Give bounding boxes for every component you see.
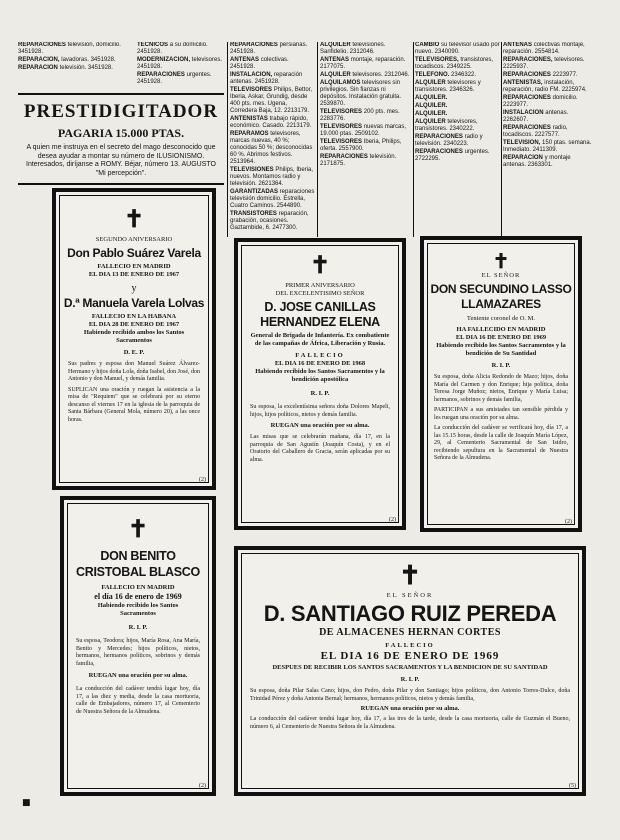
page-mark-icon: ■	[22, 798, 31, 808]
family-text: Su esposa, la excelentísima señora doña Dolores Mapeli, hijos, hijos políticos, nietos y demás familia.	[250, 404, 390, 418]
classified-item: REPARAMOS televisores, marcas nuevas, 40 %; conocidas 50 %; desconocidas 60 %. Abrimos festivos. 2513964.	[230, 131, 313, 165]
conjunction: y	[131, 283, 137, 294]
classified-item: TELEVISORES 200 pts. mes. 2283776.	[320, 109, 400, 122]
death-date-2: EL DIA 28 DE ENERO DE 1967	[88, 321, 180, 328]
classified-item: TELEVISORES, transistores, tocadiscos. 2349225.	[415, 57, 494, 70]
classified-item: TRANSISTORES reparación, grabación, ocasiones. Gaztambide, 6. 2477300.	[230, 211, 309, 231]
classified-item: ALQUILER televisores. 2312046.	[320, 72, 410, 78]
classified-col-1	[18, 42, 130, 88]
family-text: Su esposa, Teodora; hijos, María Rosa, Ana María, Benito y Mercedes; hijos políticos, nietos, hermanos, hermanos políticos, sobrinos y demás familia,	[76, 638, 200, 667]
family-text: Su esposa, doña Pilar Salas Cano; hijos, don Pedro, doña Pilar y don Santiago; hijos políticos, don Antonio Torres-Dulce, doña Trinidad Pérez y doña Antonia Bernal; hermanos, hermanos políticos, nietos y demás familia,	[250, 688, 570, 702]
classified-item: REPARACIONES televisión, domicilio. 3451928.	[18, 42, 121, 55]
classified-item: ANTENAS colectivas montaje, reparación. 2554814.	[503, 42, 585, 55]
funeral-text: La conducción del cadáver se verificará hoy, día 17, a las 15.15 horas, desde la calle de Joaquín María López, 29, al Cementerio Sacramental de San Isidro, recibiendo sepultura en la Sacramental de Nuestra Señora de la Almudena.	[434, 425, 568, 461]
company-name: DE ALMACENES HERNAN CORTES	[319, 627, 501, 638]
ad-number: (2)	[199, 783, 206, 789]
obituary-ruiz-pereda	[234, 546, 586, 796]
sacraments-note: Habiendo recibido los Santos Sacramentos y la bendición apostólica	[255, 368, 385, 383]
classified-item: REPARACIONES 2223977.	[503, 72, 578, 78]
classified-col-6	[503, 42, 593, 232]
died-label: FALLECIO	[295, 352, 345, 359]
classified-item: TELEVISORES Iberia, Philips, oferta. 2557900.	[320, 139, 402, 152]
classified-item: ALQUILER.	[415, 103, 448, 109]
classified-item: REPARACIONES urgentes. 2722295.	[415, 149, 490, 162]
obituary-cristobal	[60, 496, 216, 796]
career-note: General de Brigada de Infantería. Ex combatiente de las campañas de África, Liberación y Rusia.	[250, 332, 390, 347]
prestidigitador-body: A quien me instruya en el secreto del mago desconocido que desea ayudar a montar su número de ILUSIONISMO. Interesados, diríjanse a ROMY. Béjar, número 13. AUGUSTO "Mi percepción".	[26, 144, 216, 177]
ad-number: (2)	[565, 519, 572, 525]
anniversary-label: SEGUNDO ANIVERSARIO	[95, 236, 173, 243]
funeral-text: La conducción del cadáver tendrá lugar hoy, día 17, a las tres de la tarde, desde la casa mortuoria, calle de Guzmán el Bueno, número 6, al Cementerio de Nuestra Señora de la Almudena.	[250, 716, 570, 730]
rank-note: Teniente coronel de O. M.	[466, 315, 536, 322]
classified-col-5	[415, 42, 501, 237]
classified-item: TELEVISIONES Philips, Iberia, nuevos. Montamos radio y televisión. 2621364.	[230, 167, 314, 187]
deceased-name: D. SANTIAGO RUIZ PEREDA	[263, 601, 557, 626]
classified-item: REPARACIONES radio, tocadiscos. 2227577.	[503, 125, 568, 138]
classified-item: INSTALACION, reparación antenas. 2451928.	[230, 72, 303, 85]
sacraments-note: Habiendo recibido los Santos Sacramentos y la bendición de Su Santidad	[436, 342, 566, 357]
rip-label: D. E. P.	[123, 349, 145, 356]
classified-item: ALQUILER televisores, transistores. 2340222.	[415, 119, 478, 132]
cross-icon: ✝	[123, 204, 145, 233]
prayer-request: RUEGAN una oración por su alma.	[88, 672, 188, 679]
rip-label: R. I. P.	[128, 624, 148, 631]
classified-item: ANTENISTAS trabajo rápido, económico. Casado. 2213179.	[230, 116, 312, 129]
classified-item: REPARACIONES persianas. 2451928.	[230, 42, 308, 55]
title-label: DEL EXCELENTISIMO SEÑOR	[275, 290, 365, 297]
ad-number: (5)	[569, 783, 576, 789]
sacraments-note: Habiendo recibido los Santos Sacramentos	[97, 602, 179, 617]
column-rule	[227, 42, 228, 237]
obituary-lasso	[420, 236, 582, 532]
classified-item: REPARACIONES, televisores. 2225937.	[503, 57, 585, 70]
death-date-1: EL DIA 13 DE ENERO DE 1967	[88, 271, 180, 278]
prayer-request: RUEGAN una oración por su alma.	[360, 705, 460, 712]
ad-number: (2)	[199, 477, 206, 483]
classified-item: REPARACIONES domicilio. 2223977.	[503, 95, 578, 108]
death-date: EL DIA 16 DE ENERO DE 1968	[274, 360, 366, 367]
mass-text: SUPLICAN una oración y ruegan la asistencia a la misa de "Requiem" que se celebrará por su eterno descanso el viernes 17 en la iglesia de la parroquia de Santa Bárbara (General Mola, número 20), a las once horas.	[68, 386, 200, 423]
death-date: EL DIA 16 DE ENERO DE 1969	[320, 650, 500, 662]
sacraments-note: DESPUES DE RECIBIR LOS SANTOS SACRAMENTOS Y LA BENDICION DE SU SANTIDAD	[272, 664, 548, 671]
classified-item: REPARACION, lavadoras. 3451928.	[18, 57, 116, 63]
classified-item: TELEVISORES Philips, Bettor, Iberia, Askar, Grundig, desde 400 pts. mes. Ugena, Corredera Baja, 12. 2213179.	[230, 87, 313, 114]
classified-item: REPARACION televisión. 3451928.	[18, 65, 113, 71]
death-place-2: FALLECIO EN LA HABANA	[91, 313, 177, 320]
column-rule	[413, 42, 414, 237]
title-label: EL SEÑOR	[481, 272, 521, 279]
prayer-request: RUEGAN una oración por su alma.	[270, 422, 370, 429]
death-date: el día 16 de enero de 1969	[94, 592, 182, 601]
sacraments-note: Habiendo recibido ambos los Santos Sacramentos	[83, 329, 185, 344]
family-text: Sus padres y esposa don Manuel Suárez Álvarez-Hermano y hijos doña Lola, doña Isabel, don José, don Antonio y don Manuel, y demás familia.	[68, 361, 200, 382]
classified-item: TELEFONO. 2346322.	[415, 72, 477, 78]
deceased-name: DON SECUNDINO LASSO LLAMAZARES	[430, 282, 572, 311]
classified-item: REPARACION y montaje antenas. 2363301.	[503, 155, 571, 168]
classified-item: ALQUILER.	[415, 111, 448, 117]
classified-item: MODERNIZACION, televisores. 2451928.	[137, 57, 223, 70]
funeral-text: La conducción del cadáver tendrá lugar hoy, día 17, a las diez y media, desde la casa mortuoria, calle de Embajadores, número 17, al Cementerio de Nuestra Señora de la Almudena.	[76, 686, 200, 715]
classified-col-3	[230, 42, 315, 237]
obituary-canillas	[234, 238, 406, 530]
death-place-1: FALLECIO EN MADRID	[97, 263, 171, 270]
deceased-name-2: D.ª Manuela Varela Lolvas	[63, 296, 205, 310]
classified-item: REPARACIONES radio y televisión. 2340223.	[415, 134, 483, 147]
classified-item: TELEVISORES nuevas marcas, 19.000 ptas. 2509102.	[320, 124, 407, 137]
participation-text: PARTICIPAN a sus amistades tan sensible pérdida y les ruegan una oración por su alma.	[434, 407, 568, 421]
family-text: Su esposa, doña Alicia Redondo de Mazo; hijos, doña María del Carmen y don Enrique; hija política, doña Teresa Jorge Muñoz; nietos, Enrique y María Luisa; hermanos, sobrinos y demás familia,	[434, 374, 568, 403]
rip-label: R. I. P.	[310, 390, 330, 397]
cross-icon: ✝	[309, 250, 331, 279]
classified-item: ANTENISTAS, instalación, reparación, radio FM. 2225974.	[503, 80, 587, 93]
prestidigitador-ad	[18, 93, 224, 185]
classified-item: ANTENAS montaje, reparación. 2177075.	[320, 57, 406, 70]
cross-icon: ✝	[492, 249, 510, 273]
column-rule	[317, 42, 318, 237]
deceased-name: D. JOSE CANILLAS HERNANDEZ ELENA	[260, 300, 380, 329]
prestidigitador-title: PRESTIDIGITADOR	[23, 101, 219, 122]
cross-icon: ✝	[127, 514, 149, 543]
classified-col-2	[137, 42, 225, 88]
deceased-name-1: Don Pablo Suárez Varela	[67, 246, 201, 260]
classified-col-4	[320, 42, 412, 237]
ad-number: (2)	[389, 517, 396, 523]
classified-item: TECNICOS a su domicilio. 2451928.	[137, 42, 208, 55]
classified-item: ALQUILER televisores y transistores. 2346326.	[415, 80, 481, 93]
classified-item: ALQUILER.	[415, 95, 448, 101]
prestidigitador-subtitle: PAGARIA 15.000 PTAS.	[57, 126, 185, 140]
title-label: EL SEÑOR	[386, 592, 434, 599]
classified-item: CAMBIO su televisor usado por nuevo. 2340090.	[415, 42, 500, 55]
classified-item: ALQUILAMOS televisores sin privilegios. Sin fianzas ni depósitos. Instalación gratuita. 2539870.	[320, 80, 402, 107]
classified-item: REPARACIONES televisión. 2171875.	[320, 154, 397, 167]
classified-item: GARANTIZADAS reparaciones televisión domicilio. Estrella, Cuatro Caminos. 2544890.	[230, 189, 315, 209]
deceased-name: DON BENITO CRISTOBAL BLASCO	[76, 549, 200, 579]
anniversary-label: PRIMER ANIVERSARIO	[285, 282, 355, 289]
classified-item: ANTENAS colectivas. 2451928.	[230, 57, 289, 70]
death-date: EL DIA 16 DE ENERO DE 1969	[455, 334, 547, 341]
column-rule	[501, 42, 502, 237]
classified-item: TELEVISION, 150 ptas. semana. Inmediato. 2411309.	[503, 140, 592, 153]
mass-text: Las misas que se celebrarán mañana, día 17, en la parroquia de San Agustín (Joaquín Costa), y en el Oratorio del Caballero de Gracia, serán aplicadas por su alma.	[250, 434, 390, 463]
death-place: HA FALLECIDO EN MADRID	[456, 326, 546, 333]
classified-item: INSTALACION antenas. 2262607.	[503, 110, 569, 123]
died-label: FALLECIO	[385, 642, 435, 649]
cross-icon: ✝	[399, 561, 421, 591]
classified-item: REPARACIONES urgentes. 2451928.	[137, 72, 212, 85]
rip-label: R. I. P.	[491, 362, 511, 369]
rip-label: R. I. P.	[400, 676, 420, 683]
obituary-suarez-varela	[52, 188, 216, 490]
classified-item: ALQUILER televisiones. Sanfidelio. 2312046.	[320, 42, 386, 55]
death-place: FALLECIO EN MADRID	[101, 584, 175, 591]
